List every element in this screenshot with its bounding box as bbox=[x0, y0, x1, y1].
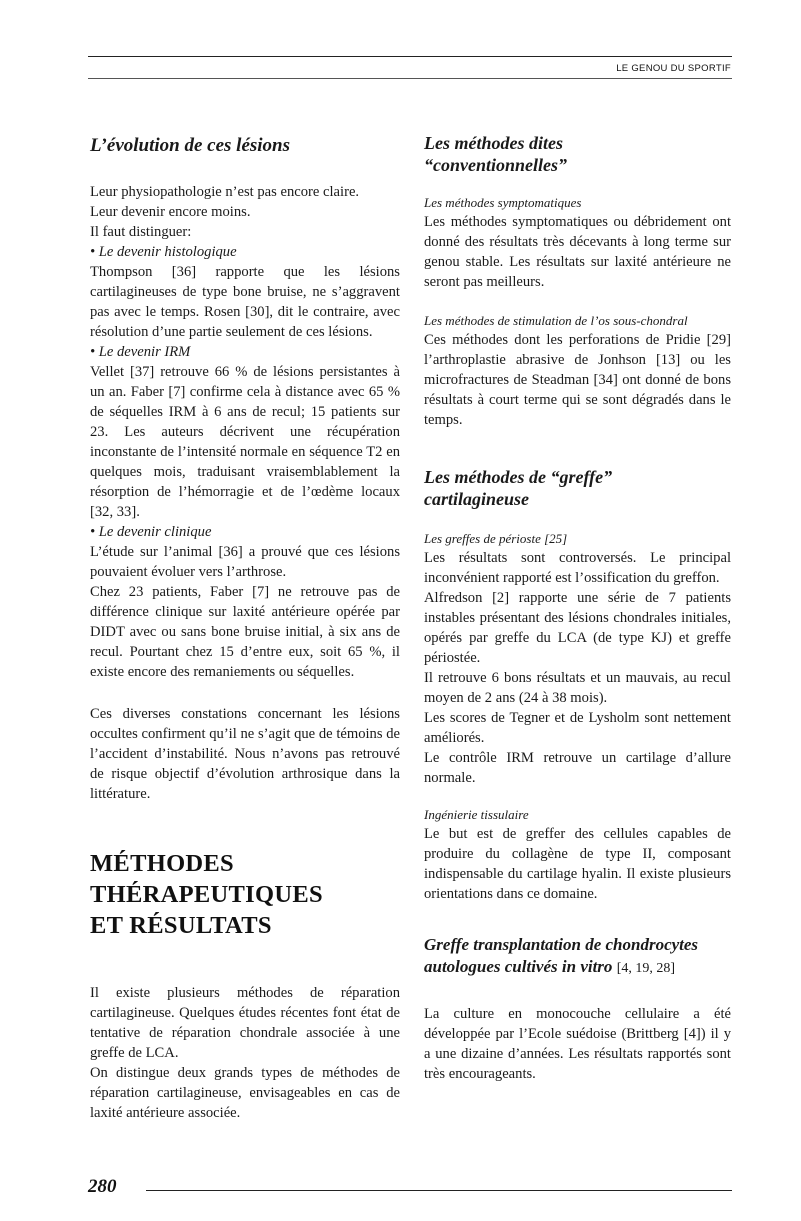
paragraph-stimulation: Ces méthodes dont les perforations de Pridie [29] l’arthroplastie abrasive de Jonhson [13] ou les microfractures de Steadman [34] ont donné de bons résultats à court terme qui se sont dégradés dans le temps. bbox=[424, 332, 731, 428]
heading-greffe-line-2: cartilagineuse bbox=[424, 489, 530, 509]
footer-rule bbox=[146, 1190, 732, 1191]
bullet-histologique: • Le devenir histologique bbox=[90, 244, 237, 260]
heading-transplantation-line-1: Greffe transplantation de chondrocytes bbox=[424, 935, 699, 954]
running-head: LE GENOU DU SPORTIF bbox=[616, 63, 731, 74]
paragraph-periost-1: Les résultats sont controversés. Le principal inconvénient rapporté est l’ossification du greffon. bbox=[424, 550, 731, 586]
header-rule-top bbox=[88, 56, 732, 57]
intro-line-1: Leur physiopathologie n’est pas encore claire. bbox=[90, 184, 360, 200]
paragraph-clinique-2: Chez 23 patients, Faber [7] ne retrouve pas de différence clinique sur laxité antérieure opérée par DIDT avec ou sans bone bruise initial, à six ans de recul. Pourtant chez 15 d’entre eux, soit 65 %, il existe encore des remaniements ou séquelles. bbox=[90, 584, 400, 680]
paragraph-periost-2: Alfredson [2] rapporte une série de 7 patients instables présentant des lésions chondrales initiales, opérés par greffe du LCA (de type KJ) et greffe périostée. bbox=[424, 590, 731, 666]
heading-transplantation bbox=[424, 934, 731, 980]
paragraph-methods-2: On distingue deux grands types de méthodes de réparation cartilagineuse, envisageables en cas de laxité antérieure associée. bbox=[90, 1065, 400, 1121]
intro-line-3: Il faut distinguer: bbox=[90, 224, 192, 240]
page-number: 280 bbox=[88, 1176, 117, 1197]
paragraph-symptomatiques: Les méthodes symptomatiques ou débridement ont donné des résultats très décevants à long terme sur genou stable. Les résultats sur laxité antérieure ne seront pas meilleurs. bbox=[424, 214, 731, 290]
subheading-stimulation: Les méthodes de stimulation de l’os sous-chondral bbox=[424, 313, 688, 328]
chapter-title bbox=[90, 848, 400, 941]
left-column bbox=[90, 128, 400, 1123]
paragraph-histologique: Thompson [36] rapporte que les lésions cartilagineuses de type bone bruise, ne s’aggravent pas avec le temps. Rosen [30], dit le contraire, avec résolution d’une partie seulement de ces lésions. bbox=[90, 264, 400, 340]
paragraph-irm: Vellet [37] retrouve 66 % de lésions persistantes à un an. Faber [7] confirme cela à distance avec 65 % de séquelles IRM à 6 ans de recul; 15 patients sur 23. Les auteurs décrivent une récupération inconstante de l’intensité normale en séquence T2 en quelques mois, traduisant vraisemblablement la résorption de l’hémorragie et de l’œdème locaux [32, 33]. bbox=[90, 364, 400, 520]
subheading-symptomatiques: Les méthodes symptomatiques bbox=[424, 195, 582, 210]
paragraph-methods-1: Il existe plusieurs méthodes de réparation cartilagineuse. Quelques études récentes font état de tentative de réparation chondrale associée à une greffe de LCA. bbox=[90, 985, 400, 1061]
paragraph-ingenierie: Le but est de greffer des cellules capables de produire du collagène de type II, composant indispensable du cartilage hyalin. Il existe plusieurs orientations dans ce domaine. bbox=[424, 826, 731, 902]
heading-greffe-line-1: Les méthodes de “greffe” bbox=[424, 467, 613, 487]
chapter-title-line-3: ET RÉSULTATS bbox=[90, 912, 272, 939]
paragraph-periost-3: Il retrouve 6 bons résultats et un mauvais, au recul moyen de 2 ans (24 à 38 mois). bbox=[424, 670, 731, 706]
paragraph-summary: Ces diverses constations concernant les lésions occultes confirment qu’il ne s’agit que de témoins de l’accident d’instabilité. Nous n’avons pas retrouvé de risque objectif d’évolution arthrosique dans la littérature. bbox=[90, 706, 400, 802]
intro-line-2: Leur devenir encore moins. bbox=[90, 204, 251, 220]
heading-conventionnelles-line-1: Les méthodes dites bbox=[424, 133, 563, 153]
section-title-evolution: L’évolution de ces lésions bbox=[90, 135, 291, 156]
subheading-periost: Les greffes de périoste [25] bbox=[424, 531, 568, 546]
paragraph-periost-5: Le contrôle IRM retrouve un cartilage d’allure normale. bbox=[424, 750, 731, 786]
heading-transplantation-refs: [4, 19, 28] bbox=[616, 961, 676, 976]
bullet-clinique: • Le devenir clinique bbox=[90, 524, 212, 540]
header-rule-bottom bbox=[88, 78, 732, 79]
heading-conventionnelles bbox=[424, 132, 731, 176]
heading-greffe-cartilagineuse bbox=[424, 466, 731, 510]
subheading-ingenierie: Ingénierie tissulaire bbox=[424, 807, 529, 822]
heading-transplantation-line-2: autologues cultivés in vitro bbox=[424, 957, 613, 976]
right-column bbox=[424, 128, 731, 1084]
paragraph-clinique-1: L’étude sur l’animal [36] a prouvé que ces lésions pouvaient évoluer vers l’arthrose. bbox=[90, 544, 400, 580]
chapter-title-line-1: MÉTHODES bbox=[90, 850, 234, 877]
heading-conventionnelles-line-2: “conventionnelles” bbox=[424, 155, 567, 175]
paragraph-periost-4: Les scores de Tegner et de Lysholm sont nettement améliorés. bbox=[424, 710, 731, 746]
chapter-title-line-2: THÉRAPEUTIQUES bbox=[90, 881, 323, 908]
bullet-irm: • Le devenir IRM bbox=[90, 344, 191, 360]
paragraph-culture: La culture en monocouche cellulaire a été développée par l’Ecole suédoise (Brittberg [4]) il y a une dizaine d’années. Les résultats rapportés sont très encourageants. bbox=[424, 1006, 731, 1082]
